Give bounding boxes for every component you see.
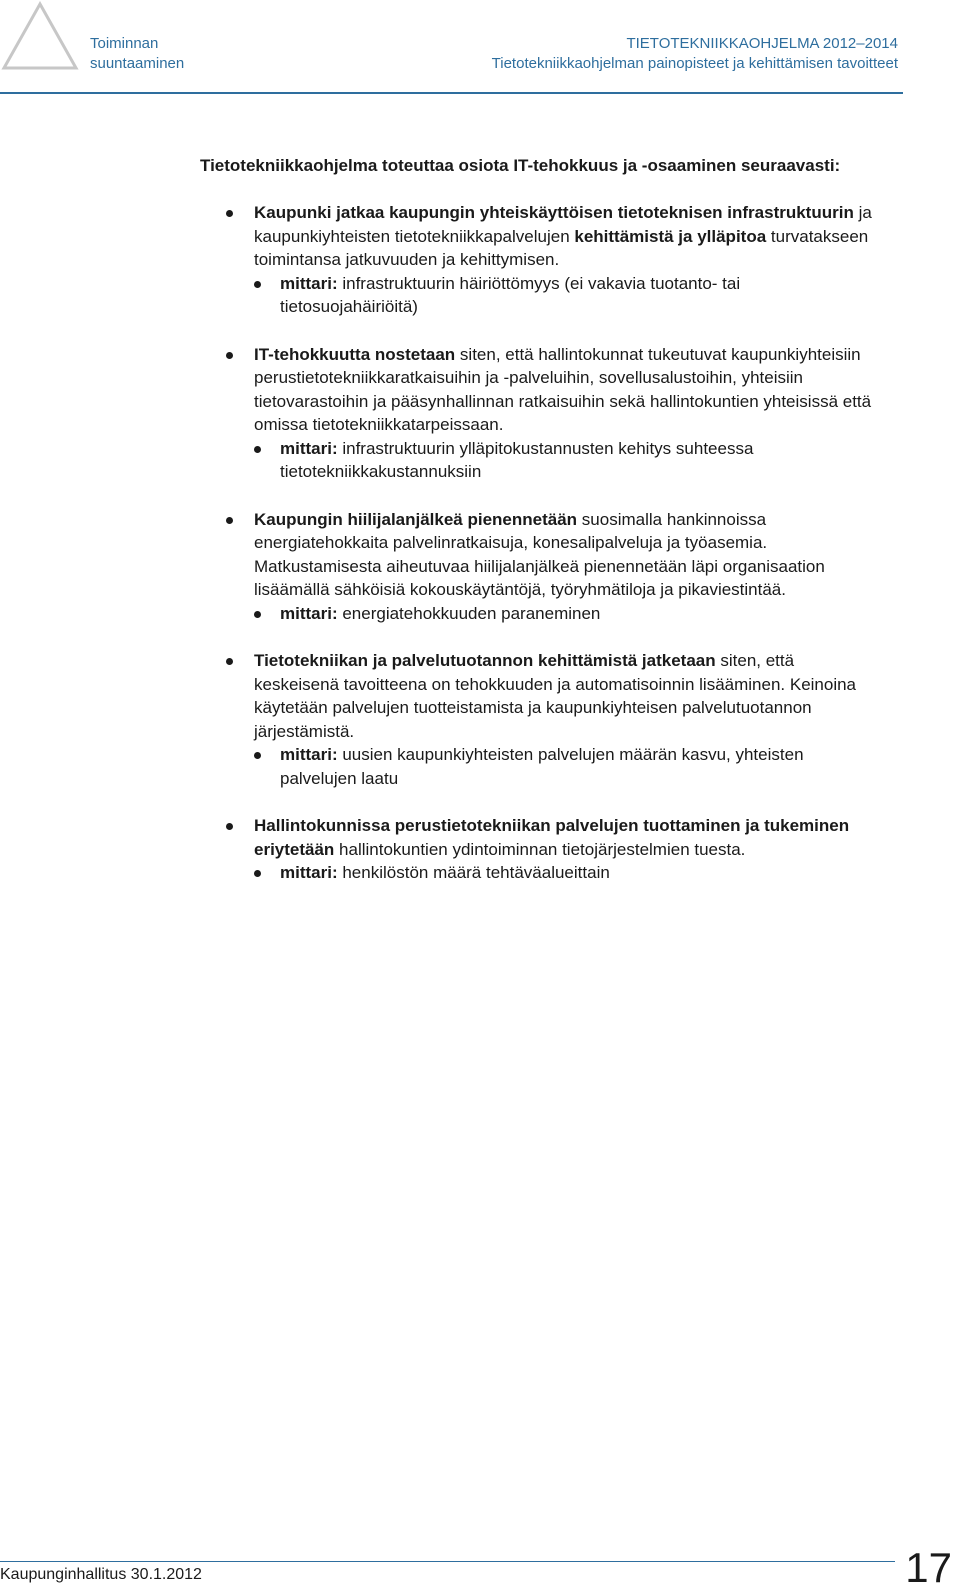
item-text: ja kaupunkiyhteisten tietotekniikkapalvelujen	[254, 203, 872, 246]
program-header	[492, 34, 898, 74]
metric-line	[254, 743, 880, 790]
section-title	[90, 34, 184, 74]
section-line-2: suuntaaminen	[90, 55, 185, 72]
footer-text: Kaupunginhallitus 30.1.2012	[0, 1566, 202, 1583]
item-bold: Kaupunki jatkaa kaupungin yhteiskäyttöisen tietoteknisen infrastruktuurin	[254, 203, 854, 222]
bullet-icon	[226, 210, 233, 217]
bullet-icon	[254, 611, 261, 618]
metric-label: mittari:	[280, 603, 338, 623]
list-item	[200, 814, 880, 885]
metric-text: infrastruktuurin ylläpitokustannusten kehitys suhteessa tietotekniikkakustannuksiin	[280, 438, 754, 481]
bullet-icon	[226, 352, 233, 359]
bullet-icon	[254, 446, 261, 453]
item-text: siten, että keskeisenä tavoitteena on tehokkuuden ja automatisoinnin lisääminen. Keinoina käytetään palvelujen tuotteistamista ja kaupunkiyhteisen palvelutuotannon järjestämistä.	[254, 651, 857, 741]
item-bold: Hallintokunnissa perustietotekniikan palvelujen tuottaminen ja tukeminen eriytetään	[254, 816, 850, 859]
metric-label: mittari:	[280, 438, 338, 458]
item-bold: IT-tehokkuutta nostetaan	[254, 344, 456, 364]
section-line-1: Toiminnan	[90, 35, 159, 52]
list-item	[200, 201, 880, 319]
metric-line	[254, 437, 880, 484]
item-text-2: turvatakseen toimintansa jatkuvuuden ja kehittymisen.	[254, 226, 869, 269]
metric-line	[254, 272, 880, 319]
metric-label: mittari:	[280, 273, 338, 293]
metric-text: energiatehokkuuden paraneminen	[337, 603, 601, 623]
metric-label: mittari:	[280, 863, 338, 882]
triangle-logo-icon	[0, 0, 80, 72]
header-divider	[0, 92, 903, 94]
metric-text: henkilöstön määrä tehtäväalueittain	[337, 863, 610, 882]
bullet-icon	[254, 870, 261, 877]
metric-text: infrastruktuurin häiriöttömyys (ei vakavia tuotanto- tai tietosuojahäiriöitä)	[280, 273, 741, 316]
metric-line	[254, 602, 880, 626]
bullet-icon	[226, 517, 233, 524]
main-content	[200, 154, 880, 909]
metric-text: uusien kaupunkiyhteisten palvelujen määrän kasvu, yhteisten palvelujen laatu	[280, 745, 804, 788]
intro-heading: Tietotekniikkaohjelma toteuttaa osiota IT-tehokkuus ja -osaaminen seuraavasti:	[200, 156, 841, 175]
list-item	[200, 343, 880, 484]
bullet-icon	[254, 281, 261, 288]
metric-label: mittari:	[280, 745, 338, 764]
footer-divider	[0, 1561, 895, 1562]
metric-line	[254, 861, 880, 885]
item-bold-2: kehittämistä ja ylläpitoa	[574, 226, 767, 246]
item-text: hallintokuntien ydintoiminnan tietojärjestelmien tuesta.	[334, 839, 746, 859]
page-number: 17	[905, 1544, 952, 1591]
bullet-icon	[226, 823, 233, 830]
bullet-icon	[226, 658, 233, 665]
item-bold: Tietotekniikan ja palvelutuotannon kehittämistä jatketaan	[254, 651, 716, 670]
bullet-icon	[254, 752, 261, 759]
program-subtitle: Tietotekniikkaohjelman painopisteet ja kehittämisen tavoitteet	[491, 55, 898, 72]
program-title: TIETOTEKNIIKKAOHJELMA 2012–2014	[626, 35, 898, 52]
item-bold: Kaupungin hiilijalanjälkeä pienennetään	[254, 509, 578, 529]
list-item	[200, 649, 880, 790]
list-item	[200, 508, 880, 626]
item-text: suosimalla hankinnoissa energiatehokkaita palvelinratkaisuja, konesalipalveluja ja työasemia. Matkustamisesta aiheutuvaa hiilijalanjälkeä pienennetään läpi organisaation lisäämällä sähköisiä kokouskäytäntöjä, työryhmätiloja ja pikaviestintää.	[254, 509, 825, 599]
item-text: siten, että hallintokunnat tukeutuvat kaupunkiyhteisiin perustietotekniikkaratkaisuihin ja -palveluihin, sovellusalustoihin, yhteisiin tietovarastoihin ja pääsynhallinnan ratkaisuihin sekä hallintokuntien yhteisissä että omissa tietotekniikkatarpeissaan.	[254, 344, 872, 434]
